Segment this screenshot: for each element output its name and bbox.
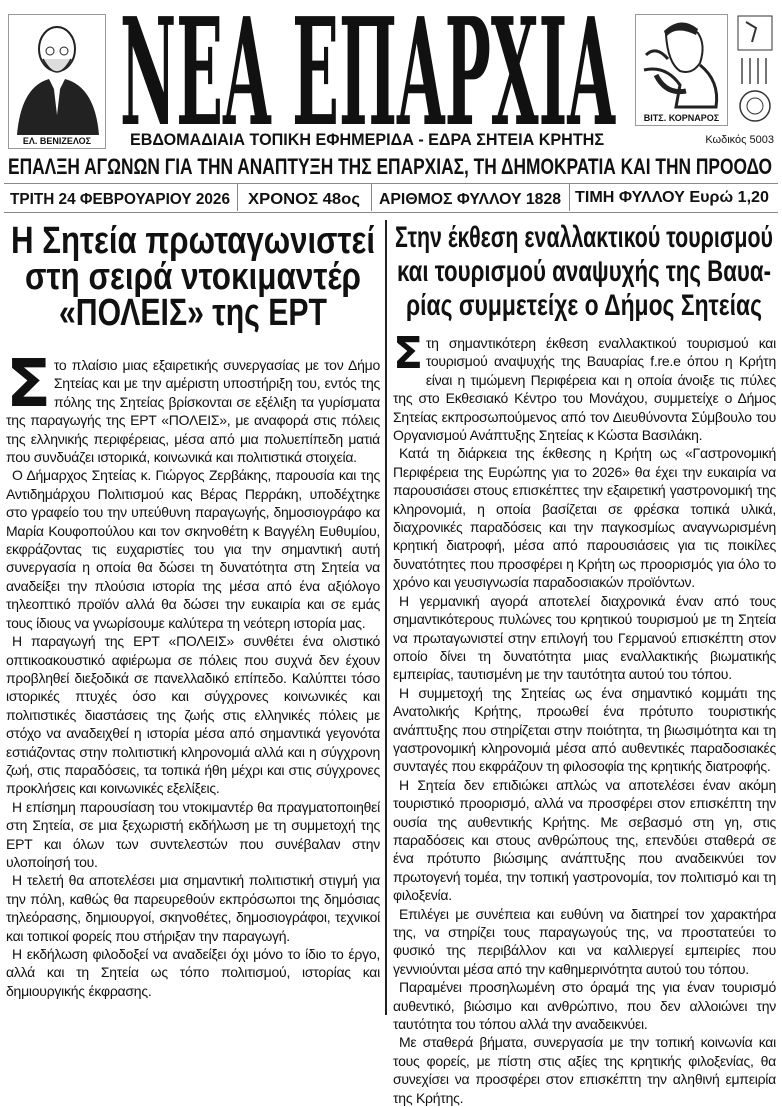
article-bavaria-expo	[393, 220, 776, 1107]
article-paragraph: Η επίσημη παρουσίαση του ντοκιμαντέρ θα πραγματοποιηθεί στη Σητεία, σε μια ξεχωριστή εκδήλωση με τη συμμετοχή της ΕΡΤ και όλων των συντελεστών που συνέβαλαν στην υλοποίησή του.	[6, 798, 380, 870]
issue-info-bar	[4, 183, 778, 213]
kornaros-portrait	[635, 14, 728, 126]
newspaper-subtitle	[128, 128, 608, 150]
svg-text:ρίας συμμετείχε ο Δήμος Σητεία: ρίας συμμετείχε ο Δήμος Σητείας	[406, 289, 762, 322]
emblem-icon	[734, 14, 776, 124]
issue-year	[238, 184, 372, 211]
svg-text:ΕΒΔΟΜΑΔΙΑΙΑ ΤΟΠΙΚΗ ΕΦΗΜΕΡΙΔΑ -: ΕΒΔΟΜΑΔΙΑΙΑ ΤΟΠΙΚΗ ΕΦΗΜΕΡΙΔΑ - ΕΔΡΑ ΣΗΤΕΙΑ ΚΡΗΤΗΣ	[130, 130, 604, 149]
article-body	[6, 345, 380, 1000]
svg-text:Στην έκθεση εναλλακτικού τουρι: Στην έκθεση εναλλακτικού τουρισμού	[395, 221, 773, 254]
article-ert-poleis	[6, 220, 380, 1000]
newspaper-title-text: ΝΕΑ ΕΠΑΡΧΙΑ	[120, 0, 616, 159]
right-portrait-caption: ΒΙΤΣ. ΚΟΡΝΑΡΟΣ	[643, 113, 720, 123]
portrait-sketch-icon	[9, 15, 105, 135]
svg-text:ΤΙΜΗ ΦΥΛΛΟΥ Ευρώ 1,20: ΤΙΜΗ ΦΥΛΛΟΥ Ευρώ 1,20	[575, 189, 770, 206]
left-portrait-caption: ΕΛ. ΒΕΝΙΖΕΛΟΣ	[22, 136, 92, 146]
issue-number	[372, 184, 570, 211]
article-paragraph: Ο Δήμαρχος Σητείας κ. Γιώργος Ζερβάκης, παρουσία και της Αντιδημάρχου Πολιτισμού κας Βέρας Περράκη, υποδέχτηκε στο γραφείο του την υπεύθυνη παραγωγής, δημοσιογράφο κα Μαρία Κουφοπούλου και τον σκηνοθέτη κ Βαγγέλη Ευθυμίου, εκφράζοντας τις ευχαριστίες του για την σημαντική αυτή συνεργασία η οποία θα δώσει τη δυνατότητα στη Σητεία να αναδείξει την πλούσια ιστορία της μέσα από ένα αξιόλογο τηλεοπτικό προϊόν αλλά θα δώσει την ευκαιρία και σε εμάς τους ίδιους να γνωρίσουμε καλύτερα τη νεότερη ιστορία μας.	[6, 467, 380, 631]
svg-text:στη σειρά ντοκιμαντέρ: στη σειρά ντοκιμαντέρ	[25, 256, 361, 298]
newspaper-motto	[6, 153, 776, 179]
stamp-emblems	[734, 14, 776, 124]
svg-text:«ΠΟΛΕΙΣ» της ΕΡΤ: «ΠΟΛΕΙΣ» της ΕΡΤ	[59, 292, 327, 334]
article-paragraph: Η συμμετοχή της Σητείας ως ένα σημαντικό κομμάτι της Ανατολικής Κρήτης, προωθεί ένα πρότυπο τουριστικής ανάπτυξης που στηρίζεται στην ποιότητα, τη βιωσιμότητα και τη γαστρονομική κληρονομιά μέσα από αυθεντικές παραδοσιακές συνταγές που εκφράζουν τη φιλοσοφία της κρητικής διατροφής.	[393, 684, 776, 775]
portrait-sketch-icon	[636, 15, 727, 110]
article-paragraph: Η γερμανική αγορά αποτελεί διαχρονικά έναν από τους σημαντικότερους πυλώνες του κρητικού τουρισμού με τη Σητεία να πρωταγωνιστεί στην επιλογή του Γερμανού επισκέπτη στον οποίο δίνει τη δυνατότητα μιας εναλλακτικής βιωματικής εμπειρίας, ταυτισμένη με την ταυτότητα αυτού του τόπου.	[393, 592, 776, 683]
article-paragraph: Η εκδήλωση φιλοδοξεί να αναδείξει όχι μόνο το ίδιο το έργο, αλλά και τη Σητεία ως τόπο πολιτισμού, ιστορίας και δημιουργικής έκφρασης.	[6, 946, 380, 999]
svg-text:ΧΡΟΝΟΣ 48ος: ΧΡΟΝΟΣ 48ος	[248, 191, 360, 208]
column-divider	[385, 220, 387, 1015]
article-paragraph: Η παραγωγή της ΕΡΤ «ΠΟΛΕΙΣ» συνθέτει ένα ολιστικό οπτικοακουστικό αφιέρωμα σε πόλεις που συχνά δεν έχουν προβληθεί διεξοδικά σε πανελλαδικό επίπεδο. Καλύπτει τόσο ιστορικές πτυχές όσο και σύγχρονες κοινωνικές και πολιτιστικές διαστάσεις της ζωής στις ελληνικές πόλεις με στόχο να αναδειχθεί η ιστορία μέσα από σημαντικά γεγονότα εστιάζοντας στην πολιτιστική κληρονομιά αλλά και η σύγχρονη ζωή, στις παραδόσεις, τα τοπικά ήθη μέχρι και στις σύγχρονες προκλήσεις και κοινωνικές εξελίξεις.	[6, 633, 380, 797]
article-headline	[393, 220, 776, 334]
article-paragraph: Επιλέγει με συνέπεια και ευθύνη να διατηρεί τον χαρακτήρα της, να στηρίζει τους παραγωγούς της, να προστατεύει το φυσικό της περιβάλλον και να καλλιεργεί εμπειρίες που γεννιούνται μέσα από την καθημερινότητα αυτού του τόπου.	[393, 905, 776, 977]
svg-text:ΕΠΑΛΞΗ ΑΓΩΝΩΝ ΓΙΑ ΤΗΝ ΑΝΑΠΤΥΞΗ: ΕΠΑΛΞΗ ΑΓΩΝΩΝ ΓΙΑ ΤΗΝ ΑΝΑΠΤΥΞΗ ΤΗΣ ΕΠΑΡΧΙΑΣ, ΤΗ ΔΗΜΟΚΡΑΤΙΑ ΚΑΙ ΤΗΝ ΠΡΟΟΔΟ	[8, 154, 772, 179]
svg-text:Η Σητεία πρωταγωνιστεί: Η Σητεία πρωταγωνιστεί	[11, 220, 375, 262]
venizelos-portrait	[8, 14, 106, 149]
article-paragraph: Η Σητεία δεν επιδιώκει απλώς να αποτελέσει έναν ακόμη τουριστικό προορισμό, αλλά να προσφέρει στον επισκέπτη την ουσία της αυθεντικής Κρήτης. Με σεβασμό στη γη, στις παραδόσεις και στους ανθρώπους της, επενδύει σταθερά σε ένα πρότυπο βιώσιμης ανάπτυξης που αναδεικνύει τον πρωτογενή τομέα, την τοπική γαστρονομία, τον πολιτισμό και τη φιλοξενία.	[393, 776, 776, 904]
article-paragraph: Στη σημαντικότερη έκθεση εναλλακτικού τουρισμού και τουρισμού αναψυχής της Βαυαρίας f.re.e όπου η Κρήτη είναι η τιμώμενη Περιφέρεια και η οποία άνοιξε τις πύλες της στο Εκθεσιακό Κέντρο του Μονάχου, συμμετείχε ο Δήμος Σητείας εκπροσωπούμενος από τον Διευθύνοντα Σύμβουλο του Οργανισμού Ανάπτυξης Σητείας κ Κώστα Βασιλάκη.	[393, 328, 776, 444]
drop-cap: Σ	[393, 328, 423, 379]
article-paragraph: Η τελετή θα αποτελέσει μια σημαντική πολιτιστική στιγμή για την πόλη, καθώς θα παρευρεθούν εκπρόσωποι της δημόσιας τηλεόρασης, δημιουργοί, σκηνοθέτες, δημοσιογράφοι, τεχνικοί και τοπικοί φορείς που στήριξαν την παραγωγή.	[6, 872, 380, 944]
newspaper-code: Κωδικός 5003	[705, 134, 774, 146]
article-paragraph: Κατά τη διάρκεια της έκθεσης η Κρήτη ως «Γαστρονομική Περιφέρεια της Ευρώπης για το 2026» θα έχει την ευκαιρία να παρουσιάσει στους επισκέπτες την εξαιρετική γαστρονομική της κληρονομιά, η οποία βασίζεται σε φρέσκα τοπικά υλικά, διαχρονικές παραδόσεις και την παγκοσμίως αναγνωρισμένη κρητική διατροφή, μέσα από παρουσιάσεις για τις ποικίλες δυνατότητες που προσφέρει η Κρήτη ως προορισμός για όλο το χρόνο και γευσιγνωσία παραδοσιακών προϊόντων.	[393, 445, 776, 591]
svg-text:ΑΡΙΘΜΟΣ ΦΥΛΛΟΥ 1828: ΑΡΙΘΜΟΣ ΦΥΛΛΟΥ 1828	[379, 191, 562, 208]
drop-cap: Σ	[6, 345, 51, 422]
article-body	[393, 328, 776, 1107]
article-headline	[6, 220, 380, 356]
article-paragraph: Παραμένει προσηλωμένη στο όραμά της για έναν τουρισμό αυθεντικό, βιώσιμο και ανθρώπινο, που δεν αλλοιώνει την ταυτότητα του τόπου αλλά την αναδεικνύει.	[393, 979, 776, 1033]
svg-text:ΤΡΙΤΗ 24 ΦΕΒΡΟΥΑΡΙΟΥ 2026: ΤΡΙΤΗ 24 ΦΕΒΡΟΥΑΡΙΟΥ 2026	[10, 191, 231, 208]
svg-text:και τουρισμού αναψυχής της Βαυ: και τουρισμού αναψυχής της Βαυα-	[397, 255, 771, 288]
issue-date	[4, 184, 238, 211]
article-paragraph: Στο πλαίσιο μιας εξαιρετικής συνεργασίας με τον Δήμο Σητείας και με την αμέριστη υποστήριξη του, εντός της πόλης της Σητείας βρίσκονται σε εξέλιξη τα γυρίσματα της παραγωγής της ΕΡΤ «ΠΟΛΕΙΣ», με αναφορά στις πόλεις της ελληνικής περιφέρειας, μέσα από μια πολυεπίπεδη ματιά που συνδυάζει ιστορικά, κοινωνικά και πολιτιστικά στοιχεία.	[6, 345, 380, 466]
article-paragraph: Με σταθερά βήματα, συνεργασία με την τοπική κοινωνία και τους φορείς, με πίστη στις αξίες της κρητικής φιλοξενίας, θα συνεχίσει να προσφέρει στον επισκέπτη την αληθινή εμπειρία της Κρήτης.	[393, 1034, 776, 1106]
issue-price	[570, 184, 776, 211]
